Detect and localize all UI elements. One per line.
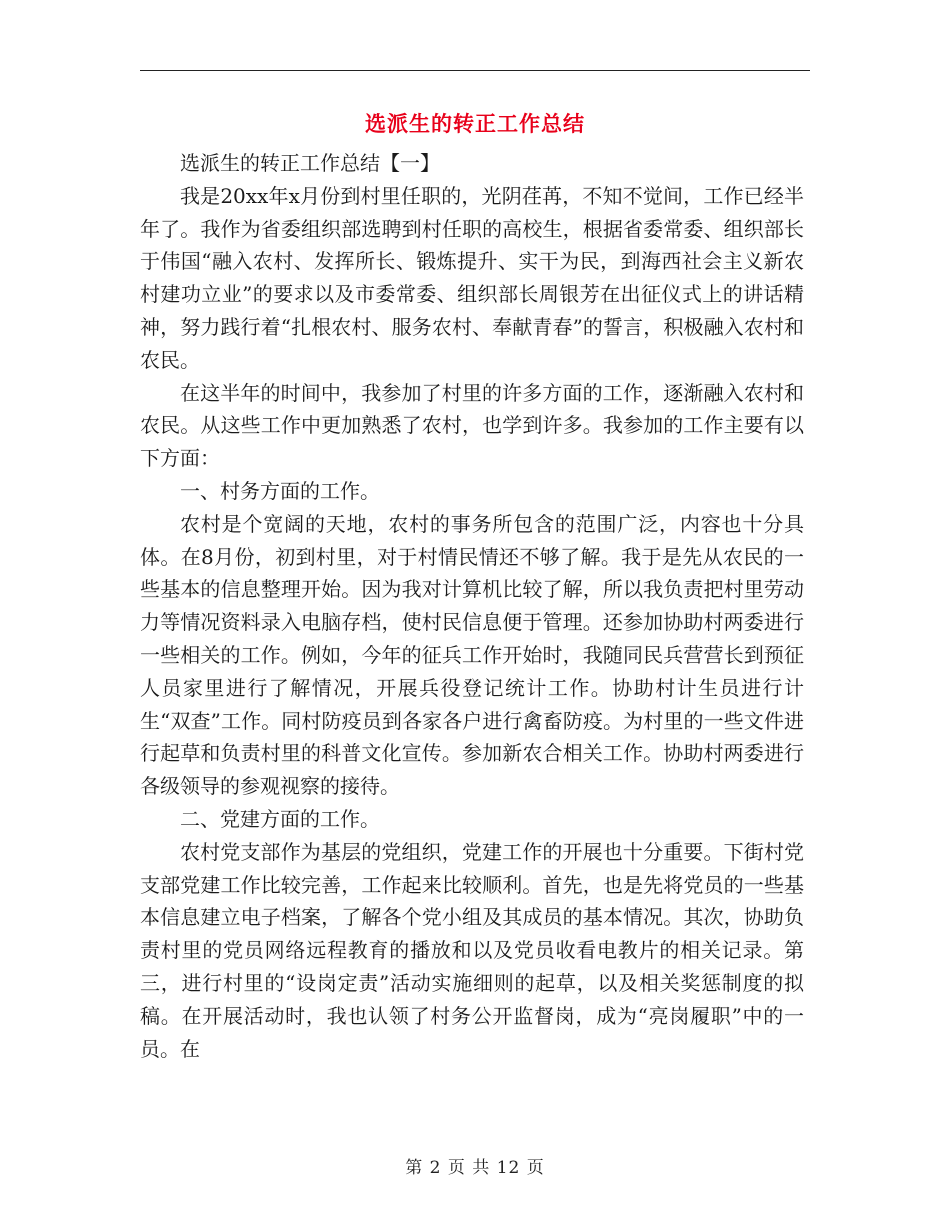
- document-body: [140, 147, 804, 1065]
- paragraph: 我是20xx年x月份到村里任职的，光阴荏苒，不知不觉间，工作已经半年了。我作为省委组织部选聘到村任职的高校生，根据省委常委、组织部长于伟国“融入农村、发挥所长、锻炼提升、实干为民，到海西社会主义新农村建功立业”的要求以及市委常委、组织部长周银芳在出征仪式上的讲话精神，努力践行着“扎根农村、服务农村、奉献青春”的誓言，积极融入农村和农民。: [140, 183, 804, 372]
- page-number: 第 2 页 共 12 页: [405, 1158, 545, 1178]
- section-heading: 一、村务方面的工作。: [180, 478, 380, 503]
- paragraph: 农村是个宽阔的天地，农村的事务所包含的范围广泛，内容也十分具体。在8月份，初到村里，对于村情民情还不够了解。我于是先从农民的一些基本的信息整理开始。因为我对计算机比较了解，所以我负责把村里劳动力等情况资料录入电脑存档，使村民信息便于管理。还参加协助村两委进行一些相关的工作。例如，今年的征兵工作开始时，我随同民兵营营长到预征人员家里进行了解情况，开展兵役登记统计工作。协助村计生员进行计生“双查”工作。同村防疫员到各家各户进行禽畜防疫。为村里的一些文件进行起草和负责村里的科普文化宣传。参加新农合相关工作。协助村两委进行各级领导的参观视察的接待。: [140, 511, 804, 799]
- section-heading: 选派生的转正工作总结【一】: [180, 151, 440, 175]
- section-heading: 二、党建方面的工作。: [180, 806, 380, 831]
- paragraph: 在这半年的时间中，我参加了村里的许多方面的工作，逐渐融入农村和农民。从这些工作中更加熟悉了农村，也学到许多。我参加的工作主要有以下方面：: [140, 380, 804, 471]
- document-title: 选派生的转正工作总结: [365, 111, 585, 136]
- paragraph: 农村党支部作为基层的党组织，党建工作的开展也十分重要。下街村党支部党建工作比较完善，工作起来比较顺利。首先，也是先将党员的一些基本信息建立电子档案，了解各个党小组及其成员的基本情况。其次，协助负责村里的党员网络远程教育的播放和以及党员收看电教片的相关记录。第三，进行村里的“设岗定责”活动实施细则的起草，以及相关奖惩制度的拟稿。在开展活动时，我也认领了村务公开监督岗，成为“亮岗履职”中的一员。在: [140, 839, 804, 1061]
- header-rule: [140, 70, 810, 71]
